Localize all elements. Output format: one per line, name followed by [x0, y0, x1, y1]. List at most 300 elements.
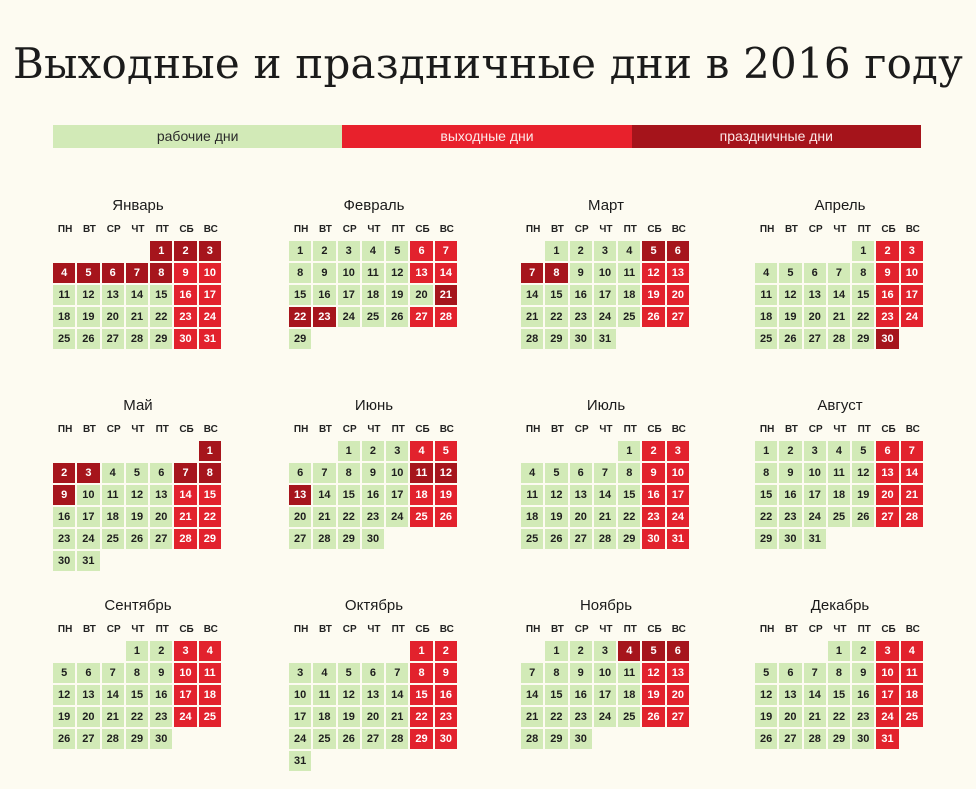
week-row	[755, 641, 925, 663]
workday-cell: 25	[828, 507, 850, 527]
workday-cell: 15	[828, 685, 850, 705]
workday-cell: 18	[618, 285, 640, 305]
weekend-cell: 13	[410, 263, 432, 283]
holiday-cell: 13	[289, 485, 311, 505]
month-name: Апрель	[814, 197, 866, 214]
workday-cell: 24	[77, 529, 99, 549]
holiday-cell: 1	[150, 241, 172, 261]
weekday-label: ВС	[671, 624, 686, 635]
workday-cell: 9	[313, 263, 335, 283]
weekday-label: СБ	[881, 424, 896, 435]
workday-cell: 29	[545, 329, 567, 349]
workday-cell: 19	[779, 307, 801, 327]
week-row	[755, 285, 925, 307]
empty-cell	[667, 329, 689, 349]
workday-cell: 26	[126, 529, 148, 549]
workday-cell: 22	[618, 507, 640, 527]
week-row	[521, 641, 691, 663]
workday-cell: 30	[852, 729, 874, 749]
weekday-label: ЧТ	[833, 224, 847, 235]
workday-cell: 22	[338, 507, 360, 527]
workday-cell: 5	[126, 463, 148, 483]
workday-cell: 8	[545, 663, 567, 683]
weekday-label: СР	[106, 624, 121, 635]
workday-cell: 24	[289, 729, 311, 749]
weekend-cell: 9	[174, 263, 196, 283]
empty-cell	[289, 441, 311, 461]
empty-cell	[313, 751, 335, 771]
workday-cell: 16	[362, 485, 384, 505]
weekday-label: ЧТ	[599, 424, 613, 435]
empty-cell	[755, 241, 777, 261]
workday-cell: 29	[150, 329, 172, 349]
week-row	[53, 707, 223, 729]
weekend-cell: 18	[410, 485, 432, 505]
weekday-label: СБ	[647, 224, 662, 235]
weekday-label: ЧТ	[131, 224, 145, 235]
workday-cell: 13	[102, 285, 124, 305]
workday-cell: 12	[53, 685, 75, 705]
holiday-cell: 30	[876, 329, 898, 349]
empty-cell	[338, 751, 360, 771]
weekday-label: ВТ	[784, 424, 798, 435]
week-row	[755, 241, 925, 263]
weekday-label: СР	[574, 424, 589, 435]
workday-cell: 1	[545, 241, 567, 261]
weekday-header	[521, 622, 691, 638]
days-grid	[289, 441, 459, 551]
weekend-cell: 31	[876, 729, 898, 749]
weekday-label: ПН	[293, 424, 309, 435]
holiday-cell: 4	[618, 641, 640, 661]
week-row	[289, 641, 459, 663]
weekday-header	[53, 622, 223, 638]
empty-cell	[174, 551, 196, 571]
workday-cell: 19	[852, 485, 874, 505]
weekday-label: ВТ	[82, 624, 96, 635]
week-row	[53, 441, 223, 463]
days-grid	[53, 241, 223, 351]
empty-cell	[521, 441, 543, 461]
week-row	[755, 441, 925, 463]
weekday-label: ВТ	[318, 624, 332, 635]
empty-cell	[102, 641, 124, 661]
month-2	[289, 196, 459, 351]
month-1	[53, 196, 223, 351]
workday-cell: 21	[804, 707, 826, 727]
workday-cell: 17	[338, 285, 360, 305]
week-row	[755, 707, 925, 729]
weekday-label: ЧТ	[599, 624, 613, 635]
weekend-cell: 20	[667, 285, 689, 305]
empty-cell	[313, 641, 335, 661]
month-12	[755, 596, 925, 751]
workday-cell: 18	[53, 307, 75, 327]
empty-cell	[755, 641, 777, 661]
workday-cell: 20	[570, 507, 592, 527]
week-row	[521, 729, 691, 751]
weekend-cell: 9	[435, 663, 457, 683]
holiday-cell: 8	[150, 263, 172, 283]
workday-cell: 24	[386, 507, 408, 527]
weekend-cell: 29	[410, 729, 432, 749]
workday-cell: 23	[150, 707, 172, 727]
workday-cell: 7	[594, 463, 616, 483]
workday-cell: 19	[53, 707, 75, 727]
workday-cell: 21	[313, 507, 335, 527]
week-row	[755, 329, 925, 351]
empty-cell	[804, 241, 826, 261]
weekday-label: ПН	[57, 424, 73, 435]
workday-cell: 13	[150, 485, 172, 505]
workday-cell: 17	[594, 685, 616, 705]
weekday-header	[755, 222, 925, 238]
workday-cell: 11	[618, 663, 640, 683]
workday-cell: 3	[594, 241, 616, 261]
weekend-cell: 3	[901, 241, 923, 261]
workday-cell: 23	[570, 307, 592, 327]
weekend-cell: 24	[199, 307, 221, 327]
empty-cell	[150, 441, 172, 461]
weekend-cell: 5	[435, 441, 457, 461]
workday-cell: 30	[570, 729, 592, 749]
weekday-label: СР	[106, 424, 121, 435]
workday-cell: 2	[362, 441, 384, 461]
workday-cell: 14	[521, 685, 543, 705]
workday-cell: 19	[126, 507, 148, 527]
weekday-header	[755, 622, 925, 638]
workday-cell: 28	[386, 729, 408, 749]
weekday-header	[289, 422, 459, 438]
workday-cell: 28	[804, 729, 826, 749]
weekday-label: СР	[808, 624, 823, 635]
weekday-label: СБ	[881, 624, 896, 635]
workday-cell: 21	[386, 707, 408, 727]
workday-cell: 25	[521, 529, 543, 549]
workday-cell: 14	[828, 285, 850, 305]
workday-cell: 16	[779, 485, 801, 505]
weekday-header	[521, 222, 691, 238]
workday-cell: 29	[338, 529, 360, 549]
workday-cell: 15	[126, 685, 148, 705]
workday-cell: 25	[618, 307, 640, 327]
holiday-cell: 6	[102, 263, 124, 283]
weekend-cell: 24	[876, 707, 898, 727]
weekday-label: ЧТ	[833, 424, 847, 435]
workday-cell: 21	[594, 507, 616, 527]
week-row	[755, 729, 925, 751]
holiday-cell: 3	[77, 463, 99, 483]
empty-cell	[386, 329, 408, 349]
workday-cell: 4	[313, 663, 335, 683]
weekday-header	[755, 422, 925, 438]
weekend-cell: 15	[199, 485, 221, 505]
empty-cell	[174, 729, 196, 749]
weekend-cell: 3	[876, 641, 898, 661]
weekend-cell: 24	[174, 707, 196, 727]
weekday-label: СБ	[415, 224, 430, 235]
weekday-label: ПТ	[857, 424, 871, 435]
holiday-cell: 2	[53, 463, 75, 483]
weekend-cell: 20	[667, 685, 689, 705]
workday-cell: 7	[386, 663, 408, 683]
week-row	[755, 685, 925, 707]
legend-workdays: рабочие дни	[53, 125, 342, 148]
week-row	[289, 285, 459, 307]
workday-cell: 14	[102, 685, 124, 705]
workday-cell: 11	[755, 285, 777, 305]
month-name: Октябрь	[344, 597, 404, 614]
weekday-label: ВС	[671, 224, 686, 235]
workday-cell: 15	[545, 285, 567, 305]
month-7	[521, 396, 691, 551]
week-row	[53, 551, 223, 573]
weekday-label: ПН	[759, 224, 775, 235]
workday-cell: 9	[779, 463, 801, 483]
weekend-cell: 13	[667, 663, 689, 683]
workday-cell: 6	[289, 463, 311, 483]
workday-cell: 29	[126, 729, 148, 749]
workday-cell: 16	[313, 285, 335, 305]
workday-cell: 15	[545, 685, 567, 705]
month-name: Декабрь	[810, 597, 870, 614]
workday-cell: 31	[289, 751, 311, 771]
weekend-cell: 20	[876, 485, 898, 505]
workday-cell: 12	[755, 685, 777, 705]
week-row	[289, 241, 459, 263]
holiday-cell: 6	[667, 241, 689, 261]
workday-cell: 16	[53, 507, 75, 527]
workday-cell: 17	[804, 485, 826, 505]
workday-cell: 28	[102, 729, 124, 749]
workday-cell: 5	[545, 463, 567, 483]
workday-cell: 14	[313, 485, 335, 505]
weekend-cell: 10	[667, 463, 689, 483]
week-row	[53, 241, 223, 263]
workday-cell: 15	[338, 485, 360, 505]
workday-cell: 12	[545, 485, 567, 505]
week-row	[289, 507, 459, 529]
week-row	[289, 751, 459, 773]
workday-cell: 16	[570, 685, 592, 705]
week-row	[289, 263, 459, 285]
workday-cell: 24	[338, 307, 360, 327]
workday-cell: 19	[755, 707, 777, 727]
workday-cell: 19	[545, 507, 567, 527]
workday-cell: 29	[289, 329, 311, 349]
workday-cell: 2	[852, 641, 874, 661]
workday-cell: 29	[755, 529, 777, 549]
weekday-label: ПТ	[391, 424, 405, 435]
empty-cell	[53, 241, 75, 261]
empty-cell	[53, 441, 75, 461]
workday-cell: 30	[150, 729, 172, 749]
weekday-label: ВС	[905, 624, 920, 635]
week-row	[521, 241, 691, 263]
week-row	[521, 485, 691, 507]
week-row	[53, 729, 223, 751]
workday-cell: 11	[102, 485, 124, 505]
workday-cell: 20	[289, 507, 311, 527]
weekend-cell: 17	[876, 685, 898, 705]
weekday-label: ВС	[671, 424, 686, 435]
workday-cell: 10	[386, 463, 408, 483]
workday-cell: 26	[53, 729, 75, 749]
workday-cell: 6	[804, 263, 826, 283]
workday-cell: 28	[521, 329, 543, 349]
days-grid	[755, 241, 925, 351]
empty-cell	[521, 641, 543, 661]
workday-cell: 12	[852, 463, 874, 483]
weekend-cell: 3	[174, 641, 196, 661]
weekday-label: ВТ	[82, 224, 96, 235]
empty-cell	[876, 529, 898, 549]
weekend-cell: 12	[642, 663, 664, 683]
month-name: Май	[123, 397, 153, 414]
workday-cell: 13	[779, 685, 801, 705]
month-name: Февраль	[343, 197, 405, 214]
workday-cell: 3	[338, 241, 360, 261]
empty-cell	[362, 751, 384, 771]
workday-cell: 12	[77, 285, 99, 305]
weekend-cell: 27	[667, 707, 689, 727]
weekday-label: ВТ	[318, 224, 332, 235]
workday-cell: 9	[852, 663, 874, 683]
workday-cell: 30	[779, 529, 801, 549]
weekday-label: ВС	[203, 624, 218, 635]
workday-cell: 28	[126, 329, 148, 349]
weekday-label: СБ	[179, 624, 194, 635]
weekend-cell: 9	[642, 463, 664, 483]
holiday-cell: 7	[174, 463, 196, 483]
weekend-cell: 6	[410, 241, 432, 261]
week-row	[53, 529, 223, 551]
weekend-cell: 10	[901, 263, 923, 283]
empty-cell	[521, 241, 543, 261]
weekday-label: ВТ	[82, 424, 96, 435]
month-name: Июль	[586, 397, 626, 414]
workday-cell: 3	[386, 441, 408, 461]
holiday-cell: 4	[53, 263, 75, 283]
workday-cell: 27	[289, 529, 311, 549]
weekday-label: ПТ	[155, 224, 169, 235]
week-row	[755, 663, 925, 685]
month-name: Март	[588, 197, 624, 214]
workday-cell: 18	[313, 707, 335, 727]
weekday-label: ПН	[525, 224, 541, 235]
workday-cell: 20	[102, 307, 124, 327]
weekday-label: СР	[574, 224, 589, 235]
workday-cell: 17	[77, 507, 99, 527]
weekday-label: ЧТ	[833, 624, 847, 635]
weekend-cell: 13	[876, 463, 898, 483]
weekend-cell: 31	[667, 529, 689, 549]
workday-cell: 27	[77, 729, 99, 749]
week-row	[53, 263, 223, 285]
workday-cell: 27	[150, 529, 172, 549]
weekend-cell: 26	[435, 507, 457, 527]
week-row	[53, 663, 223, 685]
empty-cell	[77, 241, 99, 261]
workday-cell: 12	[338, 685, 360, 705]
workday-cell: 11	[521, 485, 543, 505]
weekend-cell: 7	[435, 241, 457, 261]
workday-cell: 29	[828, 729, 850, 749]
empty-cell	[642, 729, 664, 749]
weekend-cell: 11	[901, 663, 923, 683]
holiday-cell: 12	[435, 463, 457, 483]
weekday-label: ПН	[759, 424, 775, 435]
empty-cell	[199, 729, 221, 749]
week-row	[521, 285, 691, 307]
workday-cell: 7	[828, 263, 850, 283]
weekend-cell: 27	[876, 507, 898, 527]
holiday-cell: 5	[642, 641, 664, 661]
workday-cell: 20	[410, 285, 432, 305]
empty-cell	[545, 441, 567, 461]
weekend-cell: 31	[199, 329, 221, 349]
weekday-label: ПН	[525, 424, 541, 435]
workday-cell: 21	[521, 707, 543, 727]
weekday-label: ПТ	[857, 624, 871, 635]
workday-cell: 28	[828, 329, 850, 349]
workday-cell: 5	[338, 663, 360, 683]
empty-cell	[435, 751, 457, 771]
workday-cell: 18	[755, 307, 777, 327]
holiday-cell: 8	[199, 463, 221, 483]
workday-cell: 19	[77, 307, 99, 327]
empty-cell	[126, 441, 148, 461]
holiday-cell: 7	[126, 263, 148, 283]
weekday-label: ЧТ	[367, 424, 381, 435]
workday-cell: 25	[618, 707, 640, 727]
weekend-cell: 28	[901, 507, 923, 527]
workday-cell: 14	[386, 685, 408, 705]
empty-cell	[901, 529, 923, 549]
month-name: Июнь	[354, 397, 394, 414]
week-row	[521, 463, 691, 485]
empty-cell	[594, 441, 616, 461]
week-row	[53, 463, 223, 485]
workday-cell: 3	[289, 663, 311, 683]
empty-cell	[338, 329, 360, 349]
holiday-cell: 9	[53, 485, 75, 505]
weekday-label: ЧТ	[367, 224, 381, 235]
weekend-cell: 7	[901, 441, 923, 461]
days-grid	[289, 641, 459, 773]
workday-cell: 8	[126, 663, 148, 683]
weekend-cell: 23	[642, 507, 664, 527]
weekend-cell: 28	[174, 529, 196, 549]
workday-cell: 21	[828, 307, 850, 327]
weekday-label: ВС	[439, 224, 454, 235]
workday-cell: 8	[755, 463, 777, 483]
week-row	[755, 507, 925, 529]
workday-cell: 21	[126, 307, 148, 327]
week-row	[755, 263, 925, 285]
workday-cell: 20	[779, 707, 801, 727]
holiday-cell: 21	[435, 285, 457, 305]
workday-cell: 9	[362, 463, 384, 483]
weekend-cell: 14	[174, 485, 196, 505]
workday-cell: 7	[521, 663, 543, 683]
weekend-cell: 12	[642, 263, 664, 283]
workday-cell: 30	[362, 529, 384, 549]
week-row	[289, 707, 459, 729]
workday-cell: 27	[102, 329, 124, 349]
weekday-label: ВТ	[784, 624, 798, 635]
weekend-cell: 19	[642, 285, 664, 305]
